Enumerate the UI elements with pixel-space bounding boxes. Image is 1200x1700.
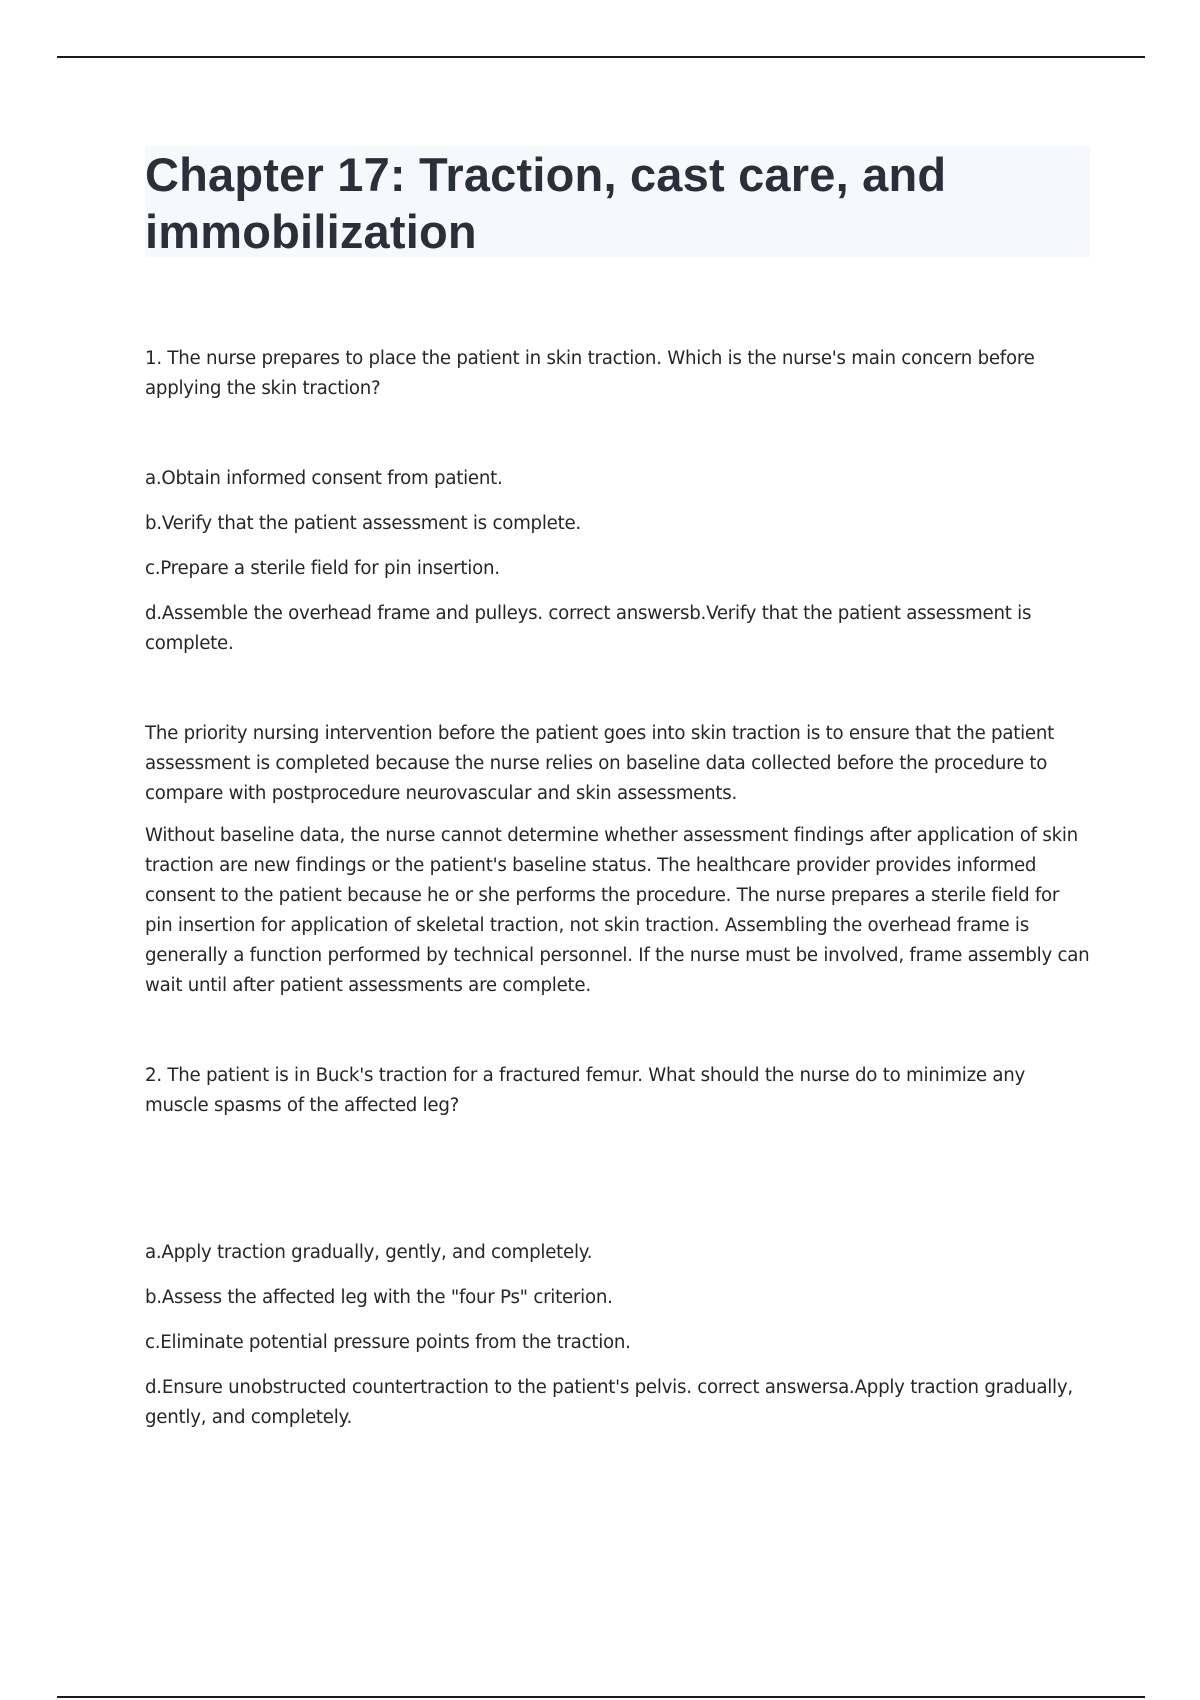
question-1: 1. The nurse prepares to place the patient in skin traction. Which is the nurse's main concern before applying the skin traction? (145, 348, 1035, 399)
question-1-option-d: d.Assemble the overhead frame and pulleys. correct answersb.Verify that the patient assessment is complete. (145, 603, 1032, 654)
title-block (145, 146, 1090, 257)
question-1-option-c: c.Prepare a sterile field for pin insertion. (145, 558, 500, 579)
document-body (145, 146, 1090, 1433)
bottom-rule (57, 1696, 1145, 1698)
question-1-explanation-1: The priority nursing intervention before the patient goes into skin traction is to ensure that the patient assessment is completed because the nurse relies on baseline data collected before the procedure to compare with postprocedure neurovascular and skin assessments. (145, 723, 1055, 804)
question-2: 2. The patient is in Buck's traction for a fractured femur. What should the nurse do to minimize any muscle spasms of the affected leg? (145, 1065, 1026, 1116)
top-rule (57, 56, 1145, 58)
question-1-explanation-2: Without baseline data, the nurse cannot determine whether assessment findings after application of skin traction are new findings or the patient's baseline status. The healthcare provider provides informed consent to the patient because he or she performs the procedure. The nurse prepares a sterile field for pin insertion for application of skeletal traction, not skin traction. Assembling the overhead frame is generally a function performed by technical personnel. If the nurse must be involved, frame assembly can wait until after patient assessments are complete. (145, 825, 1090, 996)
question-2-option-a: a.Apply traction gradually, gently, and completely. (145, 1242, 593, 1263)
question-1-option-a: a.Obtain informed consent from patient. (145, 468, 503, 489)
question-1-option-b: b.Verify that the patient assessment is complete. (145, 513, 581, 534)
question-2-option-d: d.Ensure unobstructed countertraction to the patient's pelvis. correct answersa.Apply traction gradually, gently, and completely. (145, 1377, 1073, 1428)
page-title: Chapter 17: Traction, cast care, and immobilization (145, 148, 947, 258)
question-2-option-c: c.Eliminate potential pressure points from the traction. (145, 1332, 631, 1353)
question-2-option-b: b.Assess the affected leg with the "four Ps" criterion. (145, 1287, 613, 1308)
